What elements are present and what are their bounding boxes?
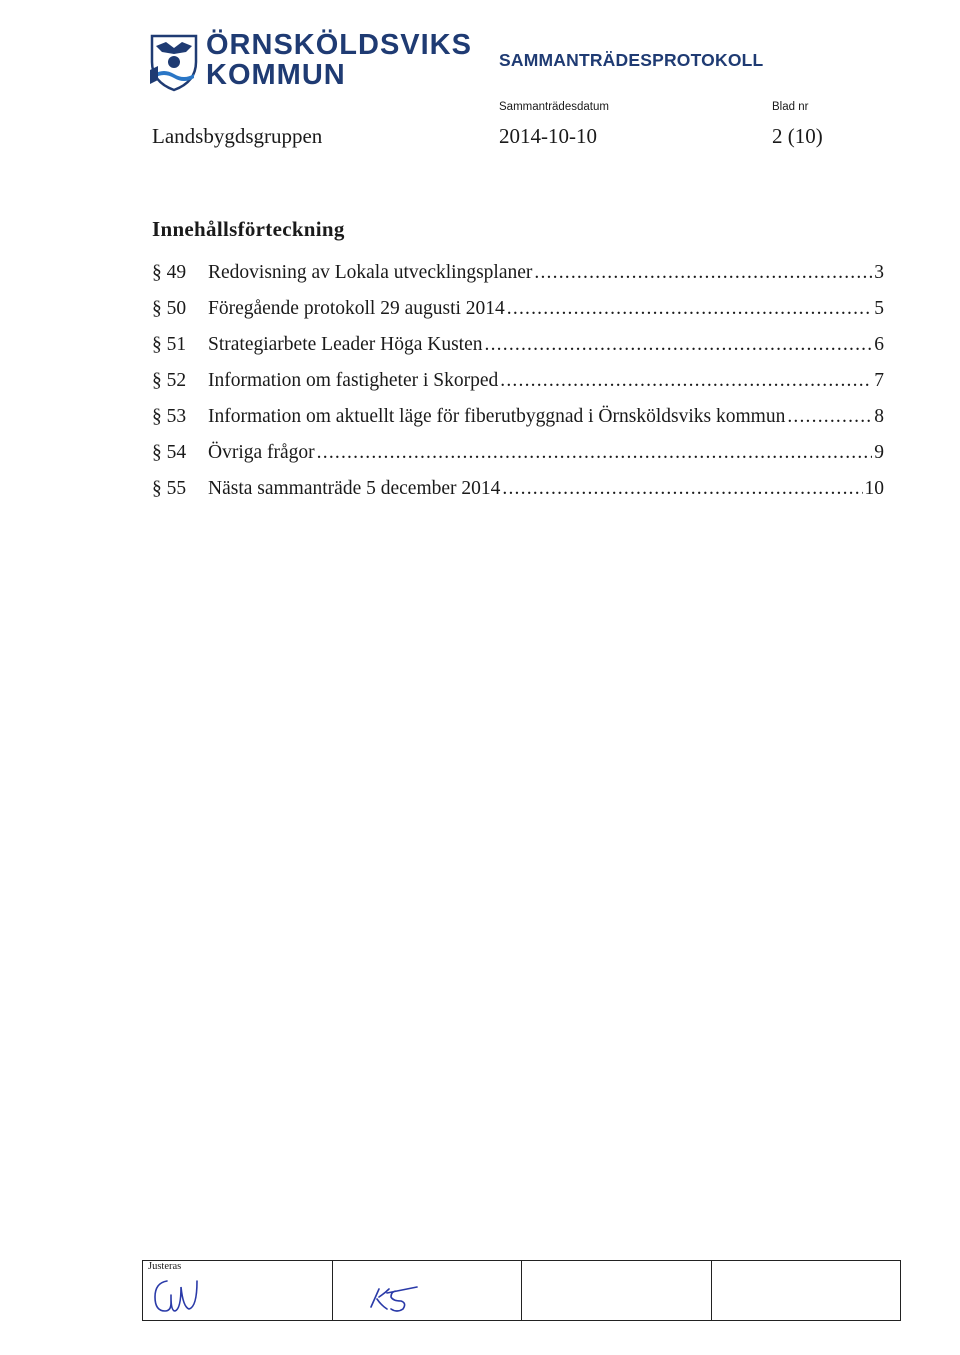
toc-item[interactable] bbox=[152, 406, 884, 442]
toc-title: Nästa sammanträde 5 december 2014 bbox=[208, 478, 501, 499]
logo-line-2: KOMMUN bbox=[206, 59, 346, 91]
toc-leader bbox=[534, 262, 872, 284]
justeras-label: Justeras bbox=[148, 1261, 182, 1272]
logo-line-1: ÖRNSKÖLDSVIKS bbox=[206, 29, 472, 61]
signature-cell[interactable] bbox=[522, 1261, 712, 1320]
signature-gu bbox=[149, 1273, 209, 1317]
document-type: SAMMANTRÄDESPROTOKOLL bbox=[499, 50, 764, 70]
toc-item[interactable] bbox=[152, 478, 884, 514]
toc-title: Strategiarbete Leader Höga Kusten bbox=[208, 334, 483, 355]
toc-item[interactable] bbox=[152, 298, 884, 334]
toc-title: Föregående protokoll 29 augusti 2014 bbox=[208, 298, 505, 319]
toc-item[interactable] bbox=[152, 370, 884, 406]
signature-ks bbox=[367, 1283, 423, 1313]
toc-page-number: 7 bbox=[874, 370, 884, 391]
page-number-label: Blad nr bbox=[772, 101, 809, 113]
date-label: Sammanträdesdatum bbox=[499, 101, 609, 113]
coat-of-arms-icon bbox=[148, 32, 200, 92]
logo-wordmark bbox=[206, 30, 472, 90]
toc-page-number: 8 bbox=[874, 406, 884, 427]
toc-title: Information om fastigheter i Skorped bbox=[208, 370, 499, 391]
toc-item[interactable] bbox=[152, 442, 884, 478]
toc-leader bbox=[500, 370, 872, 392]
toc-section-number: § 49 bbox=[152, 262, 187, 283]
toc-item[interactable] bbox=[152, 334, 884, 370]
meeting-date: 2014-10-10 bbox=[499, 124, 597, 148]
municipality-logo bbox=[148, 29, 472, 100]
toc-title: Information om aktuellt läge för fiberutbyggnad i Örnsköldsviks kommun bbox=[208, 406, 786, 427]
toc-leader bbox=[502, 478, 862, 500]
toc-section-number: § 50 bbox=[152, 298, 187, 319]
signature-cell[interactable] bbox=[143, 1261, 333, 1320]
toc-leader bbox=[317, 442, 873, 464]
toc-section-number: § 51 bbox=[152, 334, 187, 355]
toc-page-number: 9 bbox=[874, 442, 884, 463]
justeras-box bbox=[142, 1260, 901, 1321]
toc-page-number: 10 bbox=[864, 478, 884, 499]
toc-section-number: § 53 bbox=[152, 406, 187, 427]
toc-title: Redovisning av Lokala utvecklingsplaner bbox=[208, 262, 533, 283]
toc-page-number: 6 bbox=[874, 334, 884, 355]
toc-title: Övriga frågor bbox=[208, 442, 315, 463]
toc-page-number: 3 bbox=[874, 262, 884, 283]
toc-leader bbox=[787, 406, 872, 428]
toc-leader bbox=[507, 298, 872, 320]
toc-leader bbox=[485, 334, 873, 356]
table-of-contents bbox=[152, 262, 884, 514]
toc-section-number: § 52 bbox=[152, 370, 187, 391]
signature-cell[interactable] bbox=[712, 1261, 901, 1320]
signature-cell[interactable] bbox=[333, 1261, 523, 1320]
toc-heading: Innehållsförteckning bbox=[152, 217, 345, 241]
group-name: Landsbygdsgruppen bbox=[152, 124, 323, 148]
toc-section-number: § 55 bbox=[152, 478, 187, 499]
page-number: 2 (10) bbox=[772, 124, 823, 148]
toc-page-number: 5 bbox=[874, 298, 884, 319]
toc-item[interactable] bbox=[152, 262, 884, 298]
toc-section-number: § 54 bbox=[152, 442, 187, 463]
